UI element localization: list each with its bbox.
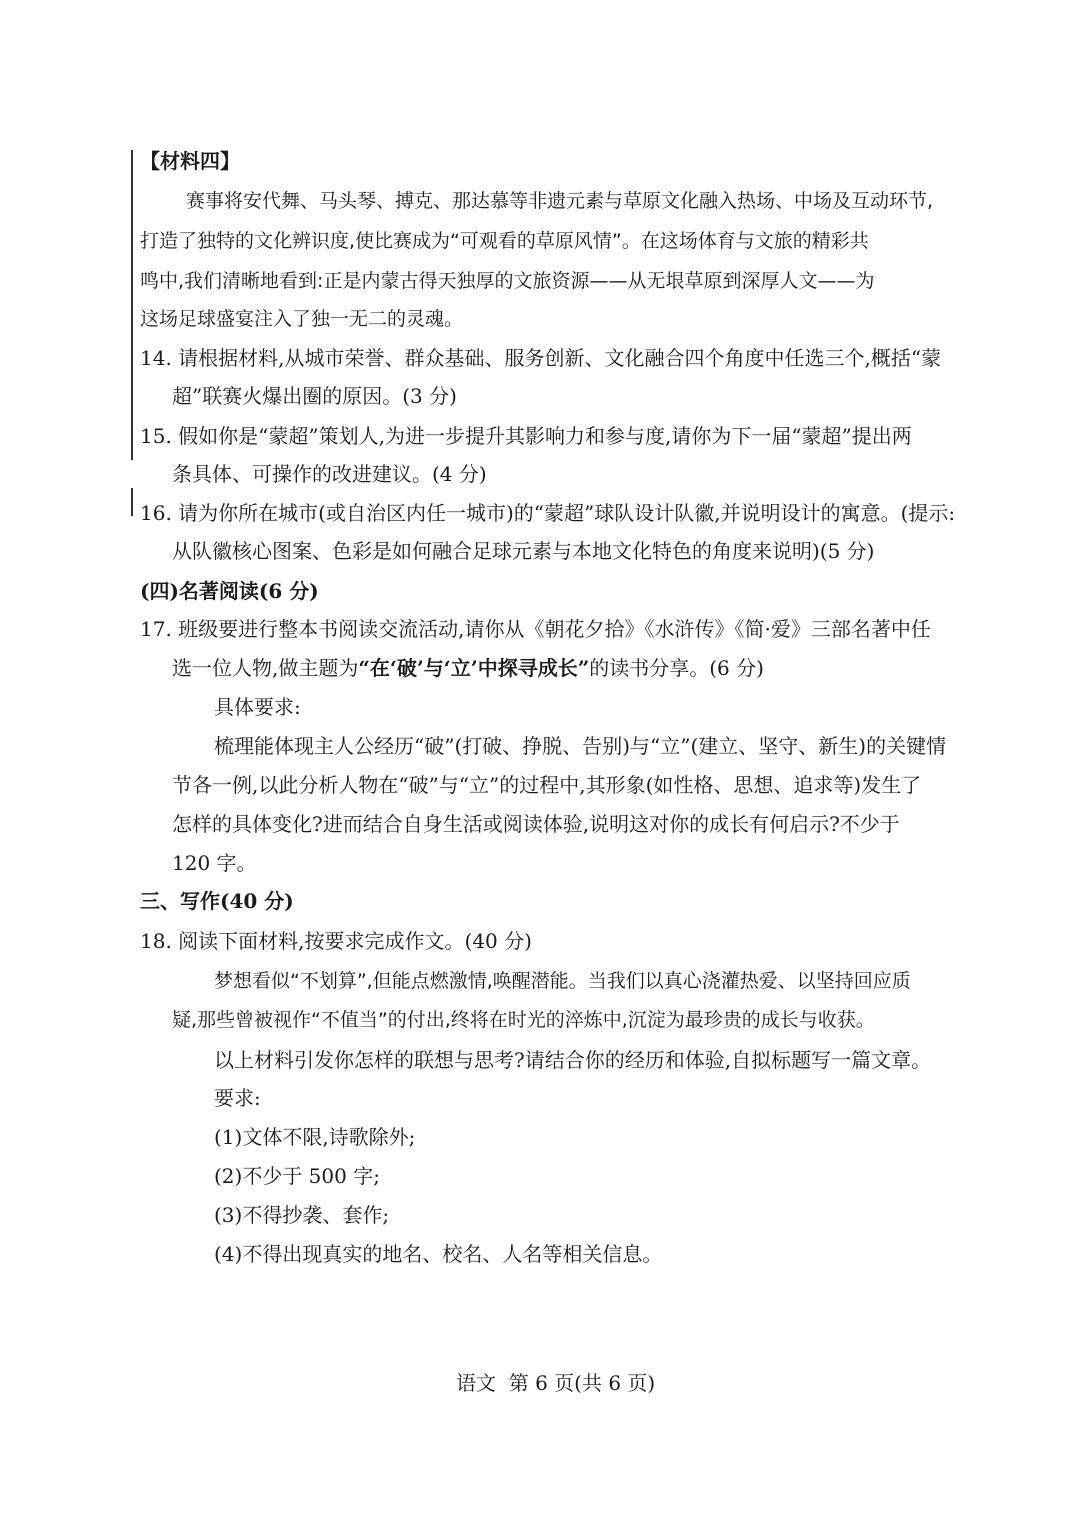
- material4-line: 鸣中,我们清晰地看到:正是内蒙古得天独厚的文旅资源——从无垠草原到深厚人文——为: [140, 270, 875, 292]
- question-14-cont: 超”联赛火爆出圈的原因。(3 分): [172, 384, 457, 408]
- q17-requirement-label: 具体要求:: [214, 695, 301, 719]
- section3-heading: 三、写作(40 分): [140, 889, 294, 913]
- scan-margin-line: [131, 488, 133, 516]
- q17-requirement-line: 120 字。: [172, 851, 257, 875]
- q17-theme: “在‘破’与‘立’中探寻成长”: [358, 656, 590, 680]
- q18-requirement: (3)不得抄袭、套作;: [214, 1203, 390, 1227]
- q17-requirement-line: 梳理能体现主人公经历“破”(打破、挣脱、告别)与“立”(建立、坚守、新生)的关键情: [214, 734, 947, 758]
- q18-material-line: 梦想看似“不划算”,但能点燃激情,唤醒潜能。当我们以真心浇灌热爱、以坚持回应质: [214, 970, 911, 992]
- page-footer: 语文 第 6 页(共 6 页): [456, 1371, 656, 1395]
- question-15: 15. 假如你是“蒙超”策划人,为进一步提升其影响力和参与度,请你为下一届“蒙超”提出两: [140, 424, 912, 448]
- q18-prompt: 以上材料引发你怎样的联想与思考?请结合你的经历和体验,自拟标题写一篇文章。: [214, 1048, 932, 1072]
- q18-requirement: (4)不得出现真实的地名、校名、人名等相关信息。: [214, 1242, 663, 1266]
- q18-requirement-label: 要求:: [214, 1086, 261, 1110]
- q18-material-line: 疑,那些曾被视作“不值当”的付出,终将在时光的淬炼中,沉淀为最珍贵的成长与收获。: [172, 1009, 875, 1031]
- question-14: 14. 请根据材料,从城市荣誉、群众基础、服务创新、文化融合四个角度中任选三个,概括“蒙: [140, 346, 942, 370]
- section4-heading: (四)名著阅读(6 分): [140, 579, 319, 603]
- question-18: 18. 阅读下面材料,按要求完成作文。(40 分): [140, 929, 532, 953]
- question-16-cont: 从队徽核心图案、色彩是如何融合足球元素与本地文化特色的角度来说明)(5 分): [172, 539, 875, 563]
- material4-line: 这场足球盛宴注入了独一无二的灵魂。: [140, 308, 464, 330]
- q18-requirement: (1)文体不限,诗歌除外;: [214, 1125, 416, 1149]
- q17-requirement-line: 节各一例,以此分析人物在“破”与“立”的过程中,其形象(如性格、思想、追求等)发生了: [172, 773, 922, 797]
- question-16: 16. 请为你所在城市(或自治区内任一城市)的“蒙超”球队设计队徽,并说明设计的寓意。(提示:: [140, 501, 956, 525]
- q17-text-a: 选一位人物,做主题为: [172, 656, 359, 680]
- material4-line: 赛事将安代舞、马头琴、搏克、那达慕等非遗元素与草原文化融入热场、中场及互动环节,: [186, 190, 934, 212]
- question-17-cont: [172, 655, 764, 681]
- question-17: 17. 班级要进行整本书阅读交流活动,请你从《朝花夕拾》《水浒传》《简·爱》三部名著中任: [140, 617, 931, 641]
- q17-requirement-line: 怎样的具体变化?进而结合自身生活或阅读体验,说明这对你的成长有何启示?不少于: [172, 812, 900, 836]
- q17-text-c: 的读书分享。(6 分): [589, 656, 764, 680]
- material4-line: 打造了独特的文化辨识度,使比赛成为“可观看的草原风情”。在这场体育与文旅的精彩共: [140, 230, 869, 252]
- question-15-cont: 条具体、可操作的改进建议。(4 分): [172, 462, 487, 486]
- material4-heading: 【材料四】: [140, 149, 240, 173]
- q18-requirement: (2)不少于 500 字;: [214, 1164, 380, 1188]
- scan-margin-line: [131, 150, 133, 460]
